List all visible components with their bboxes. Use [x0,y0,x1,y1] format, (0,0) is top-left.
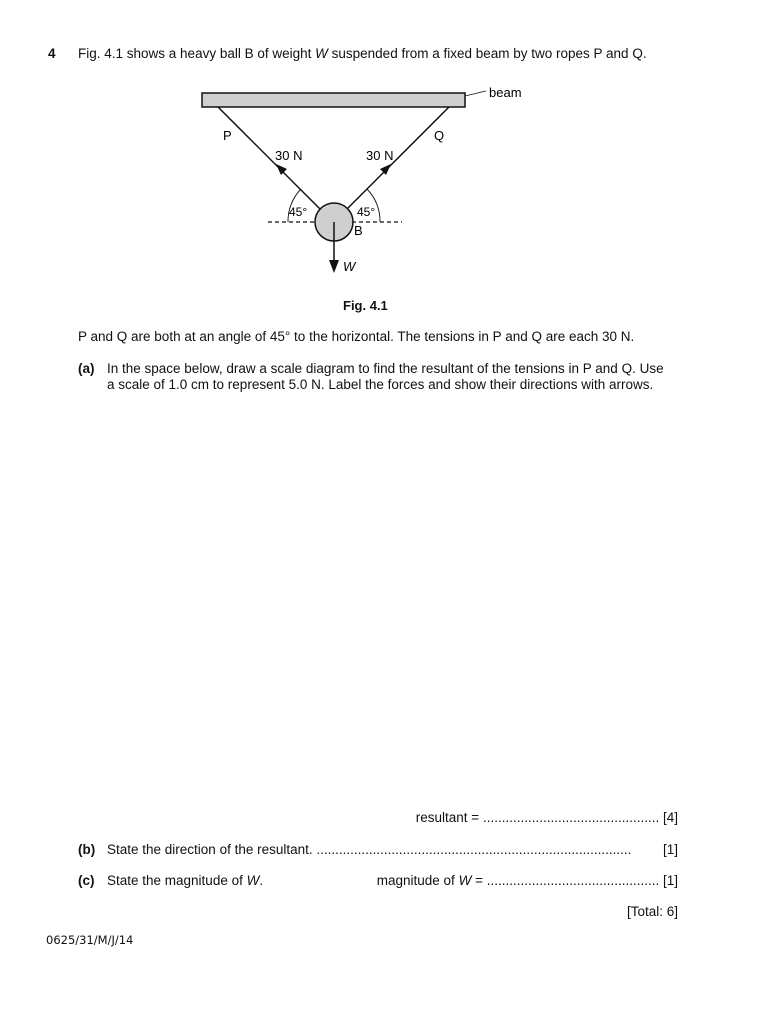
part-a-instruction-line1: In the space below, draw a scale diagram to find the resultant of the tensions in P and Q. Use [107,361,664,376]
rope-p [218,107,333,222]
angle-right-label: 45° [357,205,376,219]
part-b-label: (b) [78,842,96,857]
rope-p-label: P [223,128,232,143]
rope-q-label: Q [434,128,445,143]
weight-label: W [343,259,356,274]
part-c-answer-suffix: = .............................................. [1] [471,873,678,888]
question-intro-suffix: suspended from a fixed beam by two ropes P and Q. [327,46,647,61]
rope-q [334,107,449,222]
problem-statement: P and Q are both at an angle of 45° to the horizontal. The tensions in P and Q are each 30 N. [78,329,635,344]
weight-arrowhead [329,260,339,273]
tension-q-label: 30 N [366,148,394,163]
question-intro [78,46,647,61]
part-b-marks: [1] [662,842,678,857]
resultant-answer-line: resultant = ............................................... [4] [415,810,678,825]
angle-left-label: 45° [289,205,308,219]
total-marks: [Total: 6] [626,904,678,919]
beam-label: beam [489,85,522,100]
figure-caption: Fig. 4.1 [343,298,388,313]
beam [202,93,465,107]
part-a-label: (a) [78,361,95,376]
part-a-instruction-line2: a scale of 1.0 cm to represent 5.0 N. Label the forces and show their directions with arrows. [107,377,654,392]
question-intro-prefix: Fig. 4.1 shows a heavy ball B of weight [78,46,316,61]
part-c-answer-line [377,873,678,888]
part-c-text-var: W [246,873,260,888]
tension-p-label: 30 N [275,148,303,163]
part-c-answer-var: W [458,873,472,888]
part-c-label: (c) [78,873,95,888]
paper-code: 0625/31/M/J/14 [46,933,134,947]
part-c-answer-prefix: magnitude of [376,873,459,888]
force-diagram [190,78,550,288]
question-intro-var: W [315,46,328,61]
part-c-text-prefix: State the magnitude of [107,873,247,888]
question-number: 4 [48,46,56,61]
part-c-text-suffix: . [259,873,264,888]
part-c-question [107,873,263,888]
part-b-question: State the direction of the resultant. .................................................................................... [107,842,632,857]
ball-label: B [354,223,363,238]
beam-leader-line [465,91,486,96]
